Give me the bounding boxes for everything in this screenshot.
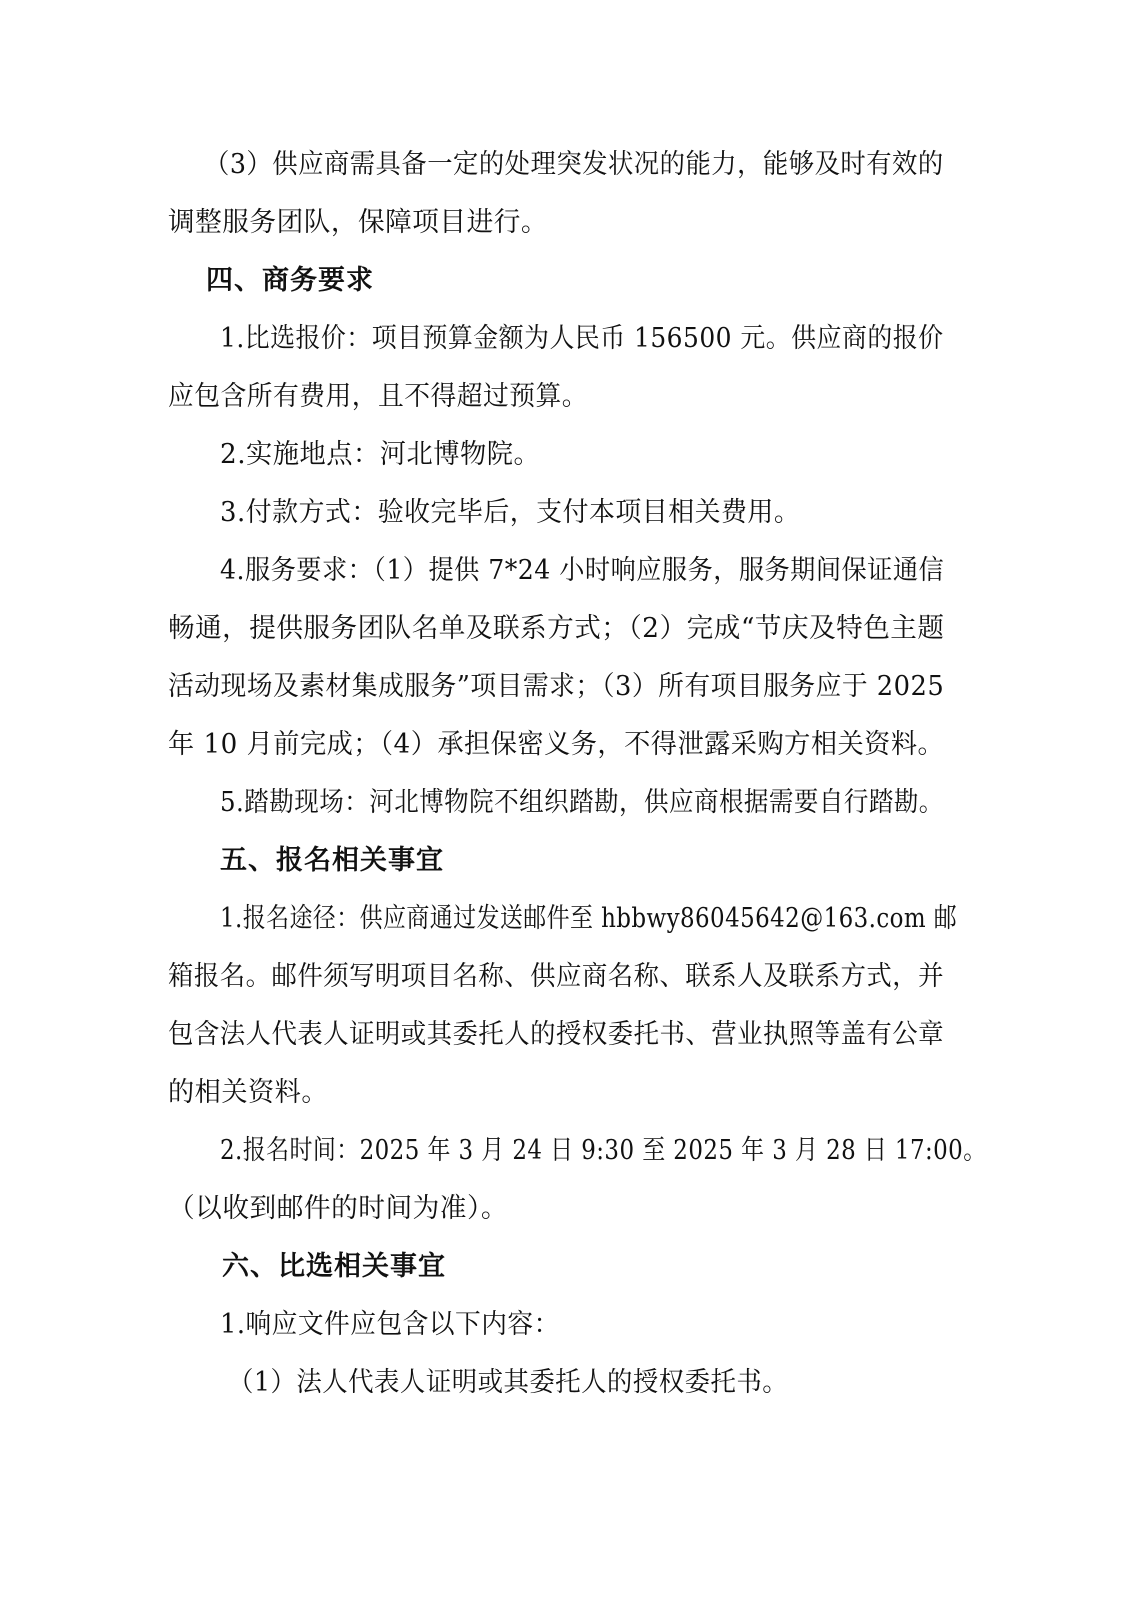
paragraph-line: （以收到邮件的时间为准）。 — [168, 1193, 508, 1224]
paragraph-line: 4.服务要求：（1）提供 7*24 小时响应服务，服务期间保证通信 — [220, 555, 945, 586]
paragraph-line: 年 10 月前完成；（4）承担保密义务，不得泄露采购方相关资料。 — [168, 729, 945, 760]
paragraph-line: 调整服务团队，保障项目进行。 — [168, 207, 548, 238]
paragraph-line: 2.报名时间：2025 年 3 月 24 日 9:30 至 2025 年 3 月 28 日 17:00。 — [220, 1135, 987, 1166]
paragraph-line: 畅通，提供服务团队名单及联系方式；（2）完成“节庆及特色主题 — [168, 613, 945, 644]
section-heading: 六、比选相关事宜 — [222, 1251, 446, 1282]
paragraph-line: （3）供应商需具备一定的处理突发状况的能力，能够及时有效的 — [204, 149, 944, 180]
section-heading: 四、商务要求 — [206, 265, 374, 296]
paragraph-line: 1.比选报价：项目预算金额为人民币 156500 元。供应商的报价 — [220, 323, 944, 354]
paragraph-line: 1.响应文件应包含以下内容： — [220, 1309, 560, 1340]
paragraph-line: 箱报名。邮件须写明项目名称、供应商名称、联系人及联系方式，并 — [168, 961, 944, 992]
paragraph-line: 1.报名途径：供应商通过发送邮件至 hbbwy86045642@163.com 邮 — [220, 903, 958, 934]
paragraph-line: 5.踏勘现场：河北博物院不组织踏勘，供应商根据需要自行踏勘。 — [220, 787, 944, 818]
paragraph-line: 包含法人代表人证明或其委托人的授权委托书、营业执照等盖有公章 — [168, 1019, 944, 1050]
paragraph-line: 应包含所有费用，且不得超过预算。 — [168, 381, 588, 412]
paragraph-line: 的相关资料。 — [168, 1077, 328, 1108]
paragraph-line: 3.付款方式：验收完毕后，支付本项目相关费用。 — [220, 497, 801, 528]
paragraph-line: 2.实施地点：河北博物院。 — [220, 439, 541, 470]
section-heading: 五、报名相关事宜 — [220, 845, 444, 876]
paragraph-line: （1）法人代表人证明或其委托人的授权委托书。 — [228, 1367, 789, 1398]
paragraph-line: 活动现场及素材集成服务”项目需求；（3）所有项目服务应于 2025 — [168, 671, 945, 702]
